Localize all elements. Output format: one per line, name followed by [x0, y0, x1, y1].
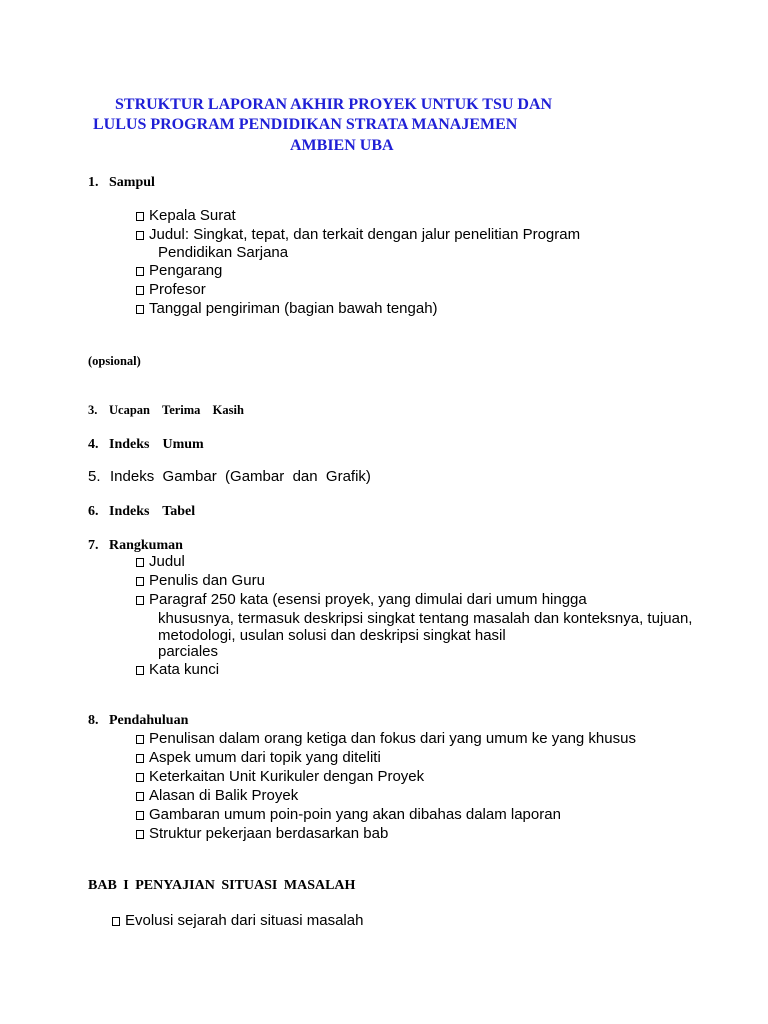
list-item: Profesor	[136, 281, 206, 299]
heading-indeks-tabel	[88, 503, 195, 521]
heading-number: 6.	[88, 504, 99, 519]
doc-title-line3: AMBIEN UBA	[290, 137, 394, 154]
checkbox-icon	[136, 830, 144, 839]
list-item-continuation: Pendidikan Sarjana	[158, 244, 289, 261]
checkbox-icon	[136, 735, 144, 744]
checkbox-icon	[136, 773, 144, 782]
list-item: Tanggal pengiriman (bagian bawah tengah)	[136, 300, 438, 318]
checkbox-icon	[136, 212, 144, 221]
list-item-continuation: parciales	[158, 643, 219, 660]
heading-number: 3.	[88, 403, 98, 417]
heading-number: 5.	[88, 468, 101, 485]
list-item: Gambaran umum poin-poin yang akan dibahas dalam laporan	[136, 806, 561, 824]
list-item: Alasan di Balik Proyek	[136, 787, 298, 805]
list-item: Keterkaitan Unit Kurikuler dengan Proyek	[136, 768, 424, 786]
heading-number: 1.	[88, 175, 99, 190]
heading-label: Sampul	[109, 175, 155, 190]
checkbox-icon	[112, 917, 120, 926]
heading-pendahuluan	[88, 712, 188, 730]
list-item: Struktur pekerjaan berdasarkan bab	[136, 825, 388, 843]
heading-label: Rangkuman	[109, 538, 183, 553]
list-item: Judul	[136, 553, 185, 571]
list-item-continuation: khususnya, termasuk deskripsi singkat tentang masalah dan konteksnya, tujuan,	[158, 610, 693, 627]
list-item: Penulis dan Guru	[136, 572, 265, 590]
heading-ucapan	[88, 401, 244, 419]
list-item: Paragraf 250 kata (esensi proyek, yang dimulai dari umum hingga	[136, 591, 587, 609]
heading-label: Indeks Gambar (Gambar dan Grafik)	[110, 468, 371, 485]
heading-indeks-gambar	[88, 468, 371, 486]
checkbox-icon	[136, 754, 144, 763]
list-item: Penulisan dalam orang ketiga dan fokus dari yang umum ke yang khusus	[136, 730, 636, 748]
checkbox-icon	[136, 792, 144, 801]
heading-label: Indeks Tabel	[109, 504, 196, 519]
checkbox-icon	[136, 286, 144, 295]
heading-number: 4.	[88, 437, 99, 452]
heading-number: 7.	[88, 538, 99, 553]
checkbox-icon	[136, 811, 144, 820]
doc-title-line1: STRUKTUR LAPORAN AKHIR PROYEK UNTUK TSU DAN	[115, 96, 553, 113]
heading-bab-1: BAB I PENYAJIAN SITUASI MASALAH	[88, 878, 356, 893]
checkbox-icon	[136, 666, 144, 675]
heading-sampul	[88, 174, 155, 192]
checkbox-icon	[136, 558, 144, 567]
checkbox-icon	[136, 231, 144, 240]
heading-label: Indeks Umum	[109, 437, 204, 452]
list-item: Aspek umum dari topik yang diteliti	[136, 749, 381, 767]
doc-title-line2: LULUS PROGRAM PENDIDIKAN STRATA MANAJEMEN	[93, 116, 518, 133]
checkbox-icon	[136, 305, 144, 314]
checkbox-icon	[136, 596, 144, 605]
list-item: Kepala Surat	[136, 207, 236, 225]
list-item: Judul: Singkat, tepat, dan terkait dengan jalur penelitian Program	[136, 226, 580, 244]
checkbox-icon	[136, 577, 144, 586]
list-item: Evolusi sejarah dari situasi masalah	[112, 912, 363, 930]
heading-label: Pendahuluan	[109, 713, 189, 728]
heading-number: 8.	[88, 713, 99, 728]
heading-indeks-umum	[88, 436, 204, 454]
list-item: Kata kunci	[136, 661, 219, 679]
list-item-continuation: metodologi, usulan solusi dan deskripsi singkat hasil	[158, 627, 506, 644]
list-item: Pengarang	[136, 262, 222, 280]
heading-label: Ucapan Terima Kasih	[109, 403, 244, 417]
opsional-label: (opsional)	[88, 354, 141, 368]
checkbox-icon	[136, 267, 144, 276]
